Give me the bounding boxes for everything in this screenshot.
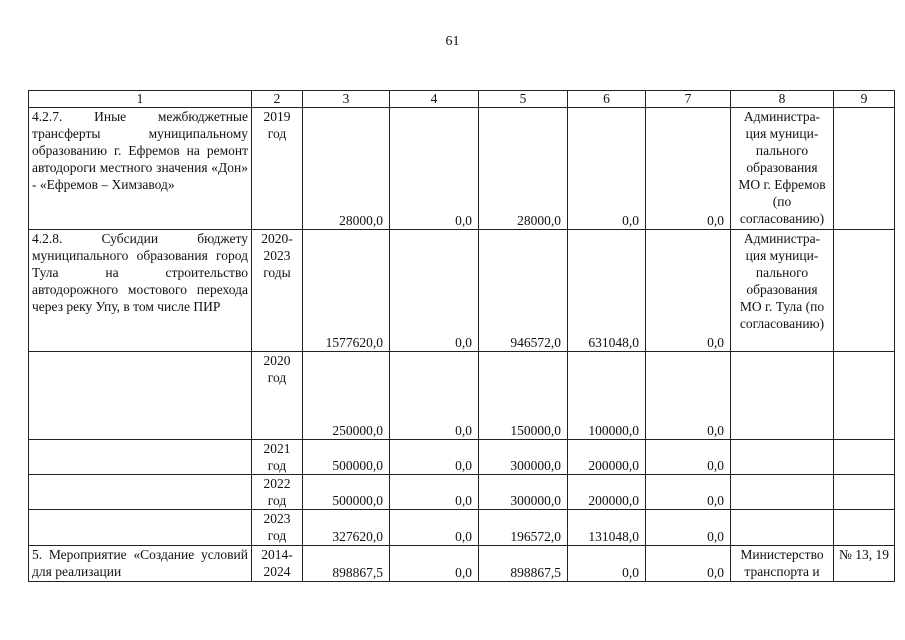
regional-cell: 898867,5 (479, 546, 568, 582)
federal-cell: 0,0 (390, 510, 479, 546)
table-row (29, 546, 895, 582)
regional-cell: 28000,0 (479, 108, 568, 230)
header-cell: 9 (834, 91, 895, 108)
page-number: 61 (445, 34, 460, 49)
total-cell: 500000,0 (303, 475, 390, 510)
header-cell: 6 (568, 91, 646, 108)
period-cell: 2019 год (252, 108, 303, 230)
federal-cell: 0,0 (390, 352, 479, 440)
description-cell: 4.2.7. Иные межбюджетные трансферты муниципальному образованию г. Ефремов на ремонт автодороги местного значения «Дон» - «Ефремов – Химзавод» (29, 108, 252, 230)
local-cell: 131048,0 (568, 510, 646, 546)
description-cell: 5. Мероприятие «Создание условий для реализации (29, 546, 252, 582)
header-cell: 5 (479, 91, 568, 108)
regional-cell: 196572,0 (479, 510, 568, 546)
description-cell (29, 510, 252, 546)
table-row (29, 108, 895, 230)
extra-cell: 0,0 (646, 108, 731, 230)
period-cell: 2023 год (252, 510, 303, 546)
total-cell: 1577620,0 (303, 230, 390, 352)
table-row (29, 440, 895, 475)
extra-cell: 0,0 (646, 440, 731, 475)
executor-cell (731, 352, 834, 440)
table-row (29, 510, 895, 546)
header-cell: 4 (390, 91, 479, 108)
description-cell (29, 440, 252, 475)
table-row (29, 352, 895, 440)
local-cell: 0,0 (568, 546, 646, 582)
federal-cell: 0,0 (390, 440, 479, 475)
header-cell: 7 (646, 91, 731, 108)
extra-cell: 0,0 (646, 546, 731, 582)
table-row (29, 475, 895, 510)
executor-cell (731, 440, 834, 475)
executor-cell (731, 510, 834, 546)
total-cell: 898867,5 (303, 546, 390, 582)
period-cell: 2021 год (252, 440, 303, 475)
budget-table (28, 90, 895, 582)
extra-cell: 0,0 (646, 475, 731, 510)
description-cell: 4.2.8. Субсидии бюджету муниципального образования город Тула на строительство автодорожного мостового перехода через реку Упу, в том числе ПИР (29, 230, 252, 352)
extra-cell: 0,0 (646, 510, 731, 546)
executor-cell: Министерство транспорта и (731, 546, 834, 582)
header-cell: 1 (29, 91, 252, 108)
header-cell: 3 (303, 91, 390, 108)
reference-cell (834, 440, 895, 475)
regional-cell: 946572,0 (479, 230, 568, 352)
regional-cell: 300000,0 (479, 440, 568, 475)
table-row (29, 230, 895, 352)
reference-cell: № 13, 19 (834, 546, 895, 582)
header-cell: 8 (731, 91, 834, 108)
extra-cell: 0,0 (646, 230, 731, 352)
reference-cell (834, 475, 895, 510)
extra-cell: 0,0 (646, 352, 731, 440)
total-cell: 250000,0 (303, 352, 390, 440)
executor-cell (731, 475, 834, 510)
federal-cell: 0,0 (390, 475, 479, 510)
regional-cell: 150000,0 (479, 352, 568, 440)
local-cell: 0,0 (568, 108, 646, 230)
reference-cell (834, 352, 895, 440)
period-cell: 2014-2024 (252, 546, 303, 582)
local-cell: 200000,0 (568, 475, 646, 510)
total-cell: 327620,0 (303, 510, 390, 546)
federal-cell: 0,0 (390, 230, 479, 352)
federal-cell: 0,0 (390, 108, 479, 230)
federal-cell: 0,0 (390, 546, 479, 582)
reference-cell (834, 510, 895, 546)
executor-cell: Администра-ция муници-пального образования МО г. Тула (по согласованию) (731, 230, 834, 352)
regional-cell: 300000,0 (479, 475, 568, 510)
header-cell: 2 (252, 91, 303, 108)
period-cell: 2020 год (252, 352, 303, 440)
local-cell: 100000,0 (568, 352, 646, 440)
local-cell: 631048,0 (568, 230, 646, 352)
description-cell (29, 352, 252, 440)
table-header-row (29, 91, 895, 108)
local-cell: 200000,0 (568, 440, 646, 475)
total-cell: 500000,0 (303, 440, 390, 475)
reference-cell (834, 108, 895, 230)
description-cell (29, 475, 252, 510)
total-cell: 28000,0 (303, 108, 390, 230)
reference-cell (834, 230, 895, 352)
executor-cell: Администра-ция муници-пального образования МО г. Ефремов (по согласованию) (731, 108, 834, 230)
period-cell: 2020-2023 годы (252, 230, 303, 352)
period-cell: 2022 год (252, 475, 303, 510)
